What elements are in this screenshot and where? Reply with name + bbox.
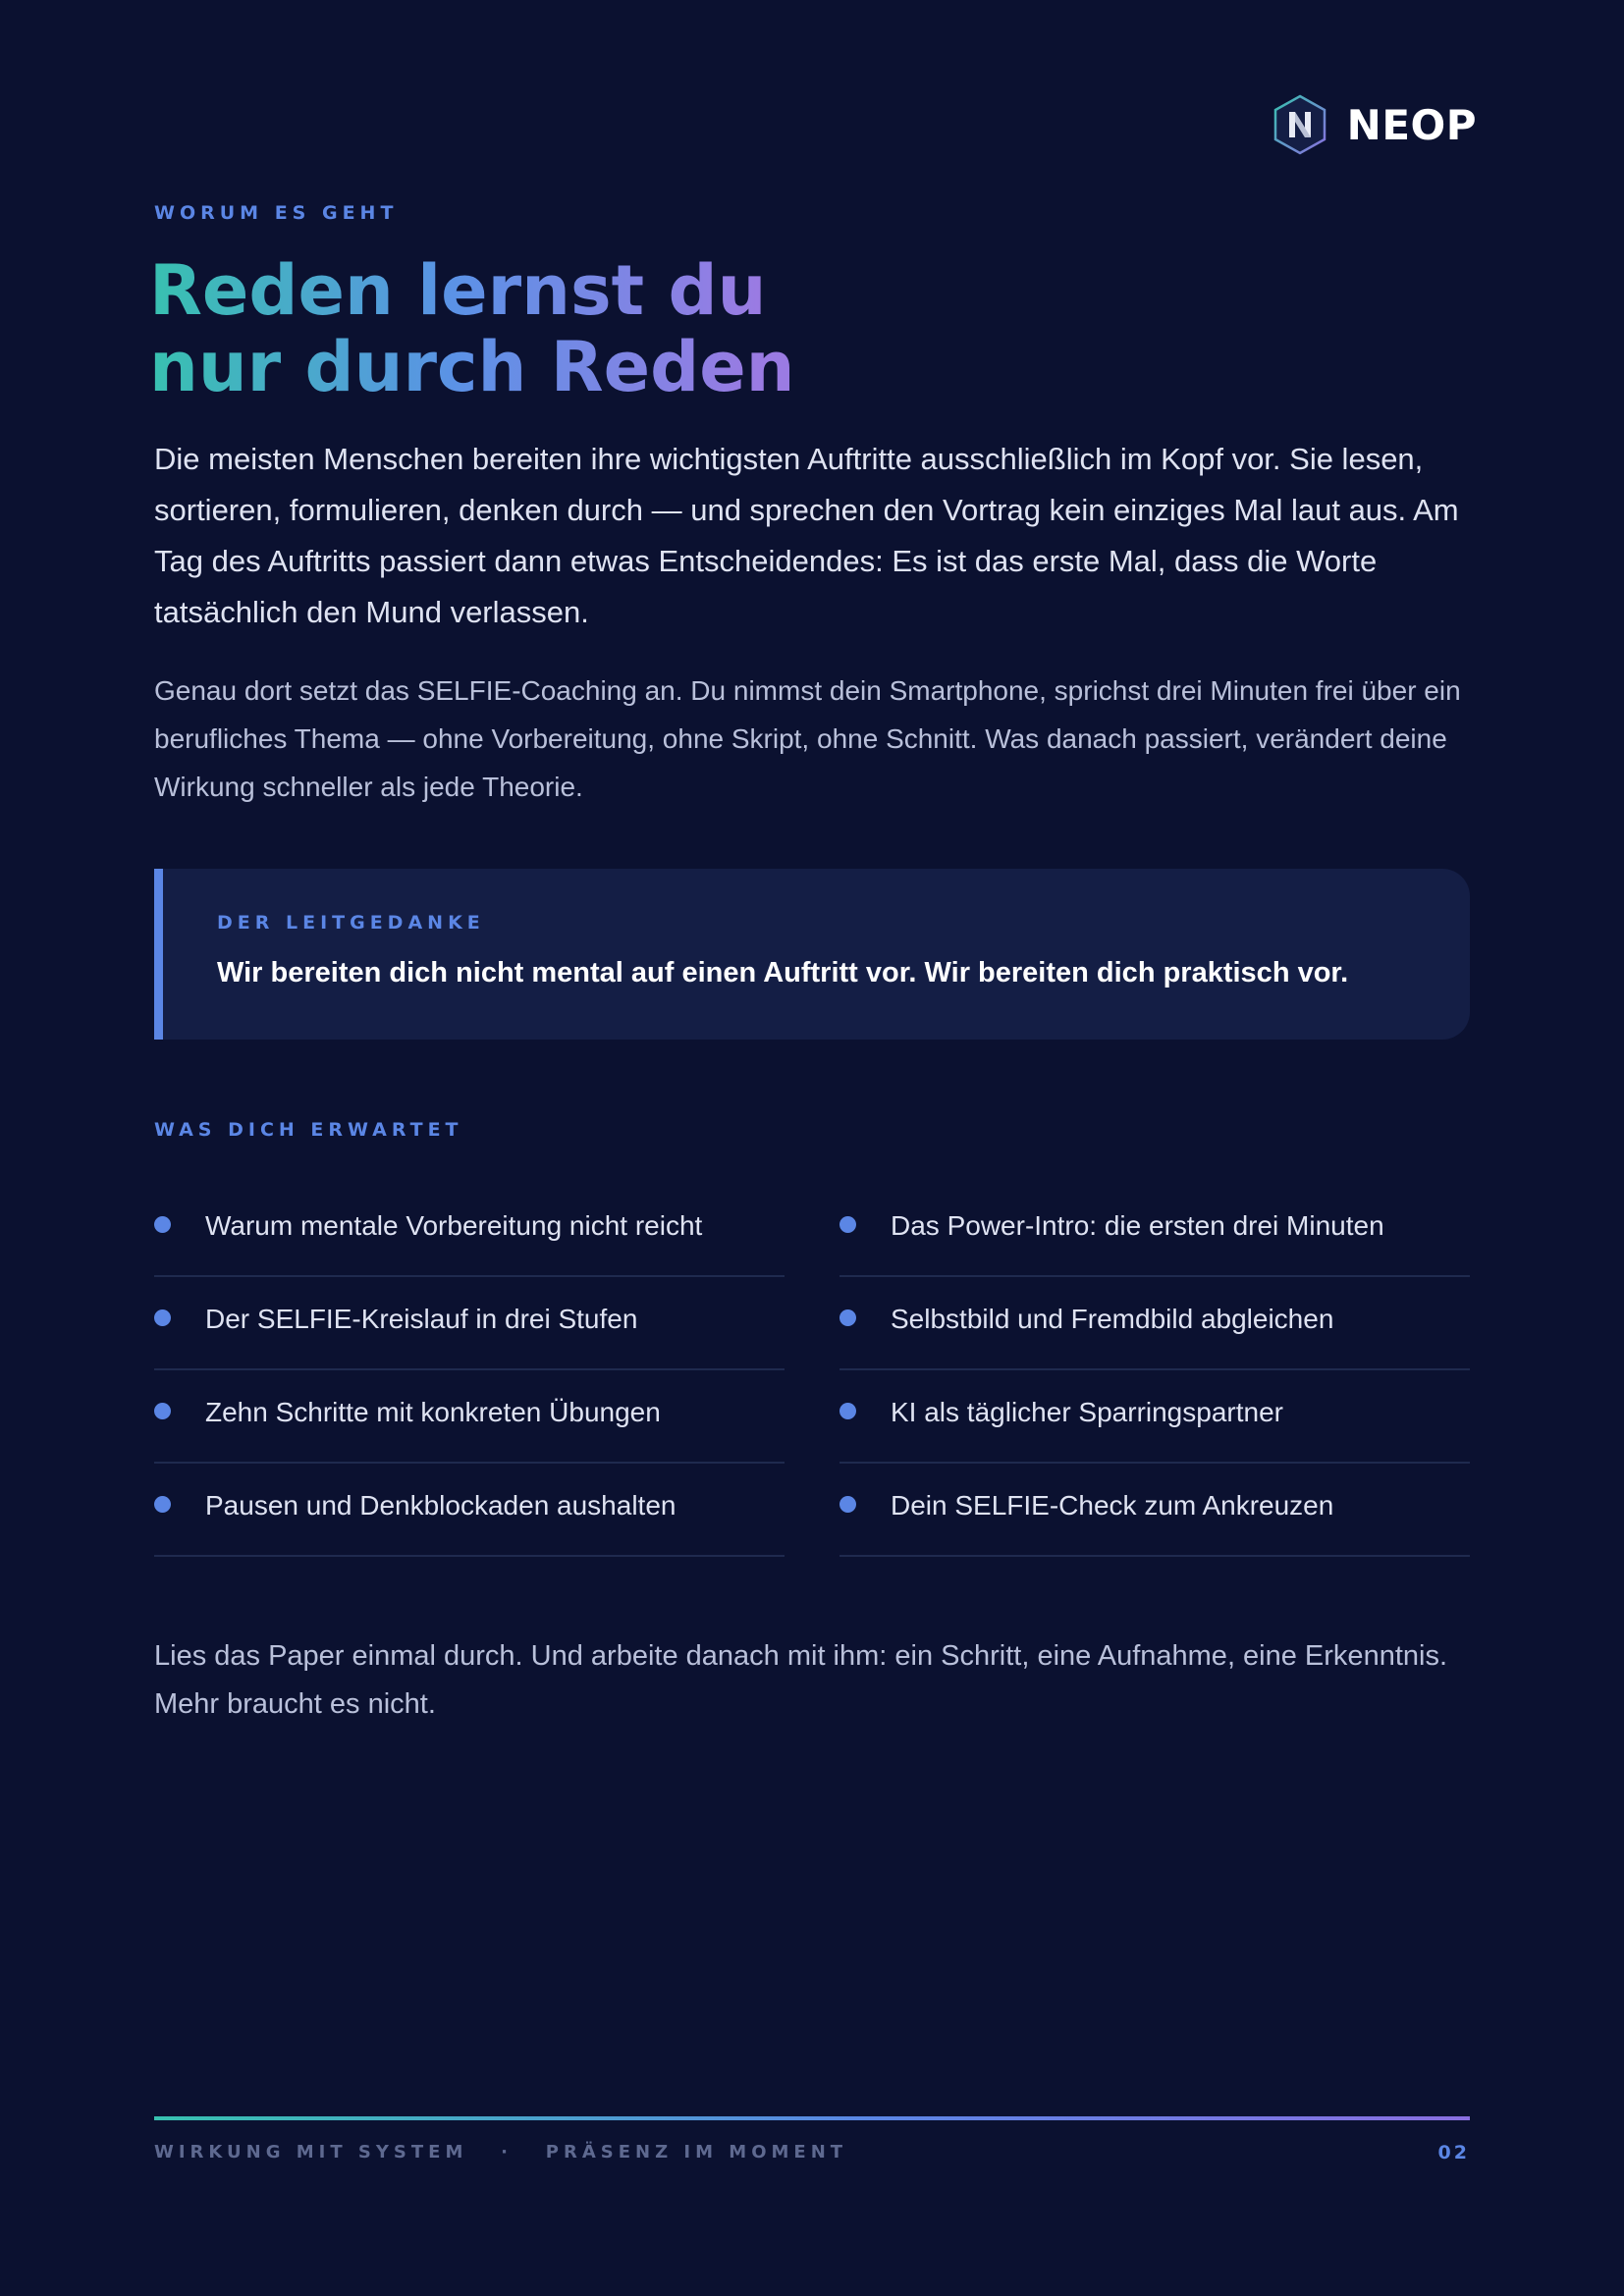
list-item-label: Pausen und Denkblockaden aushalten (205, 1490, 677, 1521)
brand-name: NEOP (1346, 100, 1477, 149)
bullet-dot-icon (839, 1216, 856, 1233)
footer-divider (154, 2116, 1470, 2120)
section-eyebrow: WORUM ES GEHT (154, 202, 399, 224)
callout-text: Wir bereiten dich nicht mental auf einen Auftritt vor. Wir bereiten dich praktisch vor. (217, 957, 1349, 988)
bullet-dot-icon (154, 1309, 171, 1326)
callout-label: DER LEITGEDANKE (217, 912, 485, 934)
page-number: 02 (1437, 2142, 1470, 2163)
bullet-dot-icon (154, 1216, 171, 1233)
list-item-label: Selbstbild und Fremdbild abgleichen (891, 1304, 1334, 1334)
list-item (154, 1370, 785, 1464)
headline-line-2: nur durch Reden (149, 327, 795, 407)
list-item (839, 1277, 1470, 1370)
bullet-dot-icon (839, 1403, 856, 1419)
bullet-dot-icon (839, 1496, 856, 1513)
list-item (154, 1184, 785, 1277)
list-item (839, 1370, 1470, 1464)
list-item (839, 1184, 1470, 1277)
list-item (839, 1464, 1470, 1557)
closing-paragraph: Lies das Paper einmal durch. Und arbeite danach mit ihm: ein Schritt, eine Aufnahme, eine Erkenntnis. Mehr braucht es nicht. (154, 1640, 1448, 1720)
footer-tagline: WIRKUNG MIT SYSTEM · PRÄSENZ IM MOMENT (154, 2142, 848, 2163)
page-headline (149, 250, 856, 410)
list-item-label: Der SELFIE-Kreislauf in drei Stufen (205, 1304, 638, 1334)
key-idea-callout (154, 869, 1470, 1040)
lead-paragraph: Die meisten Menschen bereiten ihre wichtigsten Auftritte ausschließlich im Kopf vor. Sie lesen, sortieren, formulieren, denken durch — und sprechen den Vortrag kein einziges Mal laut aus. Am Tag des Auftritts passiert dann etwas Entscheidendes: Es ist das erste Mal, dass die Worte tatsächlich den Mund verlassen. (154, 442, 1459, 629)
list-item (154, 1277, 785, 1370)
list-item-label: KI als täglicher Sparringspartner (891, 1397, 1283, 1427)
headline-line-1: Reden lernst du (149, 250, 767, 331)
list-item-label: Zehn Schritte mit konkreten Übungen (205, 1397, 661, 1427)
list-item-label: Das Power-Intro: die ersten drei Minuten (891, 1210, 1384, 1241)
list-item-label: Dein SELFIE-Check zum Ankreuzen (891, 1490, 1334, 1521)
bullet-dot-icon (154, 1403, 171, 1419)
bullet-dot-icon (839, 1309, 856, 1326)
list-item-label: Warum mentale Vorbereitung nicht reicht (205, 1210, 703, 1241)
expect-eyebrow: WAS DICH ERWARTET (154, 1119, 463, 1141)
bullet-dot-icon (154, 1496, 171, 1513)
list-item (154, 1464, 785, 1557)
body-paragraph: Genau dort setzt das SELFIE-Coaching an. Du nimmst dein Smartphone, sprichst drei Minuten frei über ein berufliches Thema — ohne Vorbereitung, ohne Skript, ohne Schnitt. Was danach passiert, verändert deine Wirkung schneller als jede Theorie. (154, 675, 1461, 802)
hexagon-n-icon (1272, 94, 1327, 155)
brand-logo (1272, 94, 1477, 155)
